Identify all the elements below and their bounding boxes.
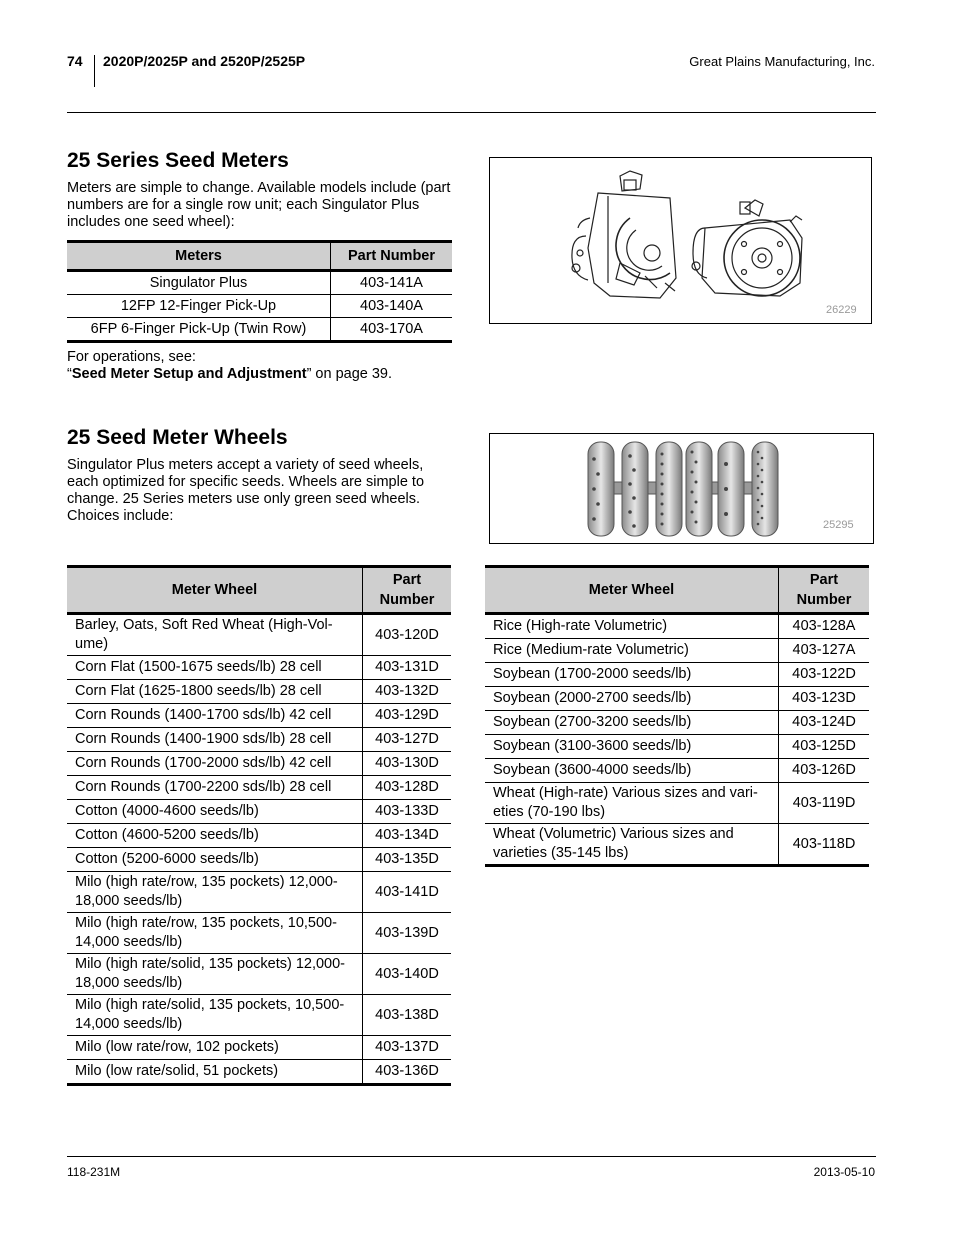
row-part-number: 403-140D (363, 954, 452, 995)
wheel-table-row (67, 1060, 451, 1085)
wheel-table-row (67, 704, 451, 728)
reference-link[interactable]: Seed Meter Setup and Adjustment (71, 366, 307, 382)
row-part-number: 403-139D (363, 913, 452, 954)
part-number-col-header: Part Number (331, 242, 453, 271)
footer-doc-number: 118-231M (67, 1165, 121, 1179)
seed-wheel-figure (489, 433, 874, 544)
row-name: 12FP 12-Finger Pick-Up (67, 295, 331, 318)
seed-meters-intro: Meters are simple to change. Available models include (part numbers are for a single row unit; each Singulator Plus includes one seed wheel): (67, 180, 451, 230)
row-part-number: 403-120D (363, 614, 452, 656)
row-part-number: 403-131D (363, 656, 452, 680)
row-part-number: 403-125D (779, 735, 870, 759)
seed-meters-heading: 25 Series Seed Meters (67, 149, 289, 172)
wheel-table-row (67, 913, 451, 954)
row-name: Soybean (3100-3600 seeds/lb) (485, 735, 779, 759)
row-name: Rice (Medium-rate Volumetric) (485, 639, 779, 663)
right-part-header-line2: Number (796, 592, 852, 608)
meter-wheel-table-right (485, 565, 869, 867)
row-name: Milo (low rate/row, 102 pockets) (67, 1036, 363, 1060)
row-part-number: 403-132D (363, 680, 452, 704)
row-name: Milo (high rate/solid, 135 pockets) 12,000-18,000 seeds/lb) (67, 954, 363, 995)
row-name: Milo (low rate/solid, 51 pockets) (67, 1060, 363, 1085)
row-name: Cotton (4000-4600 seeds/lb) (67, 800, 363, 824)
row-part-number: 403-170A (331, 318, 453, 342)
wheel-table-row (485, 735, 869, 759)
wheel-table-row (67, 800, 451, 824)
row-name: Milo (high rate/row, 135 pockets, 10,500-14,000 seeds/lb) (67, 913, 363, 954)
row-name: Barley, Oats, Soft Red Wheat (High-Vol-ume) (67, 614, 363, 656)
reference-open-quote: “ (67, 366, 72, 382)
wheel-table-row (67, 1036, 451, 1060)
right-wheel-col-header: Meter Wheel (485, 567, 779, 614)
row-part-number: 403-130D (363, 752, 452, 776)
row-part-number: 403-140A (331, 295, 453, 318)
meters-table-row (67, 271, 452, 295)
right-part-header-line1: Part (809, 572, 839, 588)
row-part-number: 403-135D (363, 848, 452, 872)
row-part-number: 403-141A (331, 271, 453, 295)
row-name: Rice (High-rate Volumetric) (485, 614, 779, 639)
row-part-number: 403-124D (779, 711, 870, 735)
wheel-table-row (485, 663, 869, 687)
row-name: Soybean (2700-3200 seeds/lb) (485, 711, 779, 735)
figure-number-25295: 25295 (823, 519, 854, 531)
seed-meter-figure (489, 157, 872, 324)
row-part-number: 403-129D (363, 704, 452, 728)
row-part-number: 403-127D (363, 728, 452, 752)
row-name: Singulator Plus (67, 271, 331, 295)
wheel-table-row (67, 776, 451, 800)
seed-meter-illustration (490, 158, 871, 323)
meters-table (67, 240, 452, 343)
figure-number-26229: 26229 (826, 304, 857, 316)
row-part-number: 403-122D (779, 663, 870, 687)
row-name: Soybean (1700-2000 seeds/lb) (485, 663, 779, 687)
row-part-number: 403-118D (779, 824, 870, 866)
wheel-table-row (67, 656, 451, 680)
wheel-table-row (485, 639, 869, 663)
row-name: Corn Flat (1625-1800 seeds/lb) 28 cell (67, 680, 363, 704)
wheel-table-row (67, 614, 451, 656)
row-name: Milo (high rate/row, 135 pockets) 12,000-18,000 seeds/lb) (67, 872, 363, 913)
row-name: Corn Rounds (1400-1900 sds/lb) 28 cell (67, 728, 363, 752)
row-name: Milo (high rate/solid, 135 pockets, 10,500-14,000 seeds/lb) (67, 995, 363, 1036)
wheel-table-row (67, 680, 451, 704)
wheel-table-row (485, 759, 869, 783)
header-divider (94, 55, 95, 87)
row-part-number: 403-127A (779, 639, 870, 663)
meters-col-header: Meters (67, 242, 331, 271)
wheel-table-row (485, 614, 869, 639)
reference-page: ” on page 39. (306, 366, 393, 382)
header-rule (67, 112, 876, 113)
wheel-table-row (67, 848, 451, 872)
header-model: 2020P/2025P and 2520P/2525P (103, 53, 306, 69)
wheel-table-row (485, 824, 869, 866)
wheel-table-row (67, 824, 451, 848)
wheel-table-row (67, 954, 451, 995)
row-name: Wheat (High-rate) Various sizes and vari-eties (70-190 lbs) (485, 783, 779, 824)
row-part-number: 403-119D (779, 783, 870, 824)
row-name: Corn Rounds (1700-2000 sds/lb) 42 cell (67, 752, 363, 776)
row-part-number: 403-128D (363, 776, 452, 800)
left-part-col-header (363, 567, 452, 614)
row-name: Cotton (5200-6000 seeds/lb) (67, 848, 363, 872)
operations-line: For operations, see: (67, 349, 196, 365)
row-name: Cotton (4600-5200 seeds/lb) (67, 824, 363, 848)
right-part-col-header (779, 567, 870, 614)
wheel-table-row (67, 728, 451, 752)
page-number: 74 (67, 53, 83, 69)
wheel-table-row (67, 995, 451, 1036)
row-name: Wheat (Volumetric) Various sizes and varieties (35-145 lbs) (485, 824, 779, 866)
row-name: Corn Flat (1500-1675 seeds/lb) 28 cell (67, 656, 363, 680)
row-part-number: 403-123D (779, 687, 870, 711)
wheel-table-row (485, 783, 869, 824)
left-part-header-line1: Part (392, 572, 422, 588)
seed-wheels-illustration (490, 434, 873, 543)
row-name: Corn Rounds (1400-1700 sds/lb) 42 cell (67, 704, 363, 728)
row-part-number: 403-141D (363, 872, 452, 913)
meters-table-row (67, 318, 452, 342)
wheel-table-row (485, 711, 869, 735)
row-part-number: 403-138D (363, 995, 452, 1036)
left-part-header-line2: Number (379, 592, 435, 608)
row-part-number: 403-126D (779, 759, 870, 783)
row-name: Corn Rounds (1700-2200 sds/lb) 28 cell (67, 776, 363, 800)
footer-date: 2013-05-10 (813, 1165, 875, 1179)
wheel-table-row (67, 872, 451, 913)
row-part-number: 403-128A (779, 614, 870, 639)
seed-wheels-heading: 25 Seed Meter Wheels (67, 426, 288, 449)
footer-rule (67, 1156, 876, 1157)
meters-table-row (67, 295, 452, 318)
meter-wheel-table-left (67, 565, 451, 1086)
operations-reference[interactable] (67, 366, 392, 383)
row-part-number: 403-136D (363, 1060, 452, 1085)
row-name: 6FP 6-Finger Pick-Up (Twin Row) (67, 318, 331, 342)
wheel-table-row (485, 687, 869, 711)
row-name: Soybean (3600-4000 seeds/lb) (485, 759, 779, 783)
seed-wheels-intro: Singulator Plus meters accept a variety of seed wheels, each optimized for specific seeds. Wheels are simple to change. 25 Series meters use only green seed wheels. Choices include: (67, 457, 425, 524)
row-part-number: 403-137D (363, 1036, 452, 1060)
header-company: Great Plains Manufacturing, Inc. (689, 54, 875, 69)
left-wheel-col-header: Meter Wheel (67, 567, 363, 614)
row-part-number: 403-133D (363, 800, 452, 824)
wheel-table-row (67, 752, 451, 776)
row-name: Soybean (2000-2700 seeds/lb) (485, 687, 779, 711)
row-part-number: 403-134D (363, 824, 452, 848)
